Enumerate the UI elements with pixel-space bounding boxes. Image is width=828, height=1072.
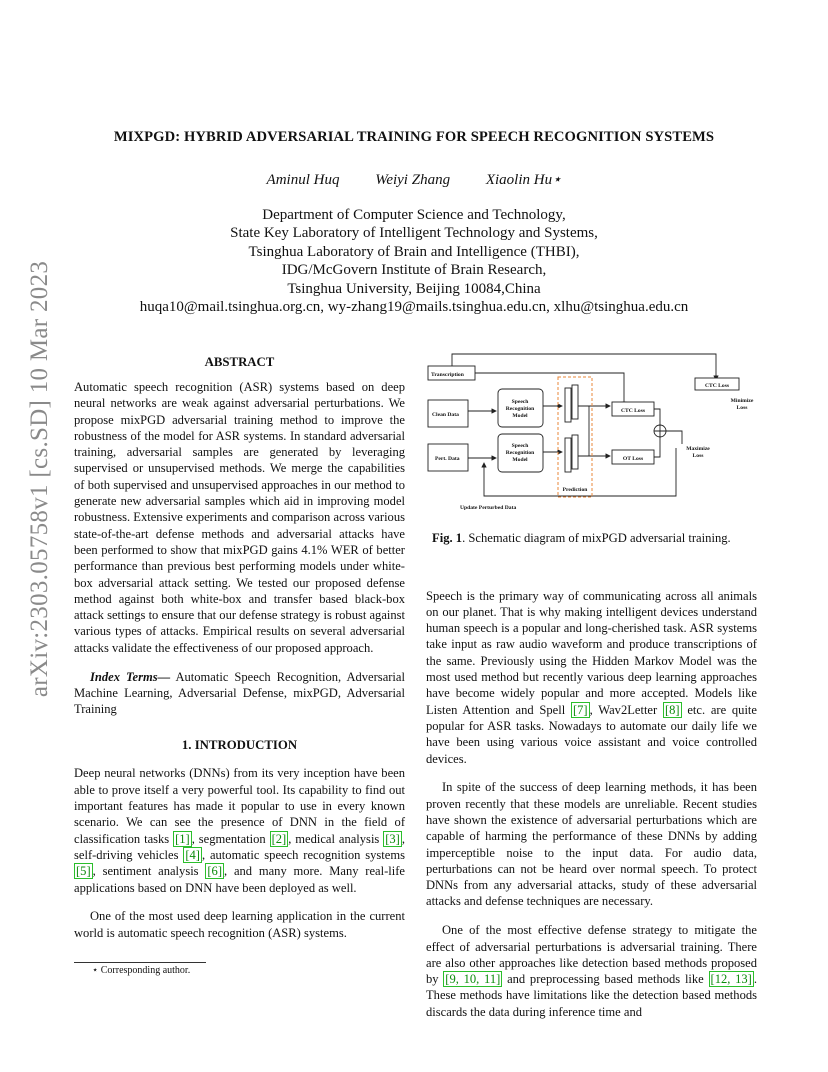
text-run: Speech is the primary way of communicating across all animals on our planet. That is why making intelligent devices understand human speech is a popular and long-cherished task. ASR systems take input as raw audio waveform and produce transcriptions of the same. Previously using the Hidden Markov Model was the most used method but recently various deep learning approaches have become widely popular and more accepted. Models like Listen Attention and Spell <box>426 588 757 717</box>
text-run: , Wav2Letter <box>589 702 663 717</box>
text-run: . These methods have limitations like the detection based methods discards the data during inference time and <box>426 972 757 1019</box>
text-run: and preprocessing based methods like <box>502 972 709 987</box>
text-run: Deep neural networks (DNNs) from its very inception have been able to prove itself a very powerful tool. Its capability to find out important features has made it popular to use in every known scenario. We can see the presence of DNN in the field of classification tasks <box>74 766 405 846</box>
fig-label-update: Update Perturbed Data <box>460 505 517 511</box>
figure-1-caption <box>432 531 731 546</box>
index-terms-text: Automatic Speech Recognition, Adversarial Machine Learning, Adversarial Defense, mixPGD, Adversarial Training <box>74 669 405 717</box>
right-paragraph-2: In spite of the success of deep learning methods, it has been proven recently that these models are unreliable. Recent studies have shown the existence of adversarial perturbations which are capable of harming the performance of these DNNs by adding imperceptible noise to the input data. For audio data, perturbations can not be heard over normal speech. To protect DNNs from any adversarial attacks, study of these adversarial attacks and defense techniques are necessary. <box>426 780 757 909</box>
affiliation-block <box>0 206 828 316</box>
fig-label-model-1: Model <box>512 413 528 419</box>
intro-heading: 1. INTRODUCTION <box>181 738 298 753</box>
author-list <box>0 170 828 189</box>
fig-label-clean-data: Clean Data <box>432 412 459 418</box>
fig-label-transcription: Transcription <box>431 372 464 378</box>
citation-link[interactable]: [3] <box>385 831 400 846</box>
email-line: huqa10@mail.tsinghua.org.cn, wy-zhang19@mails.tsinghua.edu.cn, xlhu@tsinghua.edu.cn <box>139 299 689 316</box>
intro-paragraph-1 <box>74 765 405 895</box>
affiliation-line: IDG/McGovern Institute of Brain Research, <box>281 262 547 279</box>
fig-label-minimize: Minimize <box>730 398 754 404</box>
abstract-heading: ABSTRACT <box>204 355 275 369</box>
fig-label-model-2: Recognition <box>505 450 535 456</box>
fig-label-ot-loss: OT Loss <box>622 456 644 462</box>
paper-title: MIXPGD: HYBRID ADVERSARIAL TRAINING FOR SPEECH RECOGNITION SYSTEMS <box>113 129 715 145</box>
fig-label-prediction: Prediction <box>562 487 588 493</box>
citation-link[interactable]: [6] <box>207 864 223 879</box>
fig-label-ctc-loss: CTC Loss <box>620 408 646 414</box>
figure-1-diagram <box>424 348 760 516</box>
fig-label-model-1: Recognition <box>505 406 535 412</box>
citation-link[interactable]: [8] <box>664 702 680 717</box>
affiliation-line: Department of Computer Science and Technology, <box>262 207 566 223</box>
figure-caption-label: Fig. 1 <box>432 531 463 545</box>
citation-link[interactable]: [2] <box>271 831 287 846</box>
text-run: , and many more. Many real-life applications based on DNN have been deployed as well. <box>74 864 405 895</box>
fig-label-pert-data: Pert. Data <box>435 456 460 462</box>
abstract-text: Automatic speech recognition (ASR) systems based on deep neural networks are weak against adversarial perturbations. We propose mixPGD adversarial training method to improve the robustness of the model for ASR systems. In standard adversarial training, adversarial samples are generated by leveraging supervised or unsupervised methods. We merge the capabilities of both supervised and unsupervised approaches in our method to generate new adversarial samples which aid in improving model robustness. Extensive experiments and comparison across various state-of-the-art defense methods and adversarial attacks have been performed to show that mixPGD gains 4.1% WER of better performance than previous best performing models under white-box adversarial attack setting. We tested our proposed defense method against both white-box and transfer based black-box attack settings to ensure that our defense strategy is robust against various types of attacks. Empirical results on several adversarial attacks validate the effectiveness of our proposed approach. <box>74 380 406 655</box>
figure-caption-text: . Schematic diagram of mixPGD adversarial training. <box>462 531 731 545</box>
fig-label-maximize: Loss <box>692 453 704 459</box>
text-run: , automatic speech recognition systems <box>201 847 405 862</box>
text-run: , medical analysis <box>288 831 384 846</box>
fig-label-model-1: Speech <box>511 399 529 405</box>
text-run: One of the most effective defense strategy to mitigate the effect of adversarial perturbations is adversarial training. There are also other approaches like detection based methods proposed by <box>426 923 757 987</box>
fig-label-ctc-loss-top: CTC Loss <box>704 383 730 389</box>
right-paragraph-3 <box>426 922 757 1020</box>
citation-link[interactable]: [12, 13] <box>710 972 752 987</box>
intro-paragraph-2: One of the most used deep learning application in the current world is automatic speech recognition (ASR) systems. <box>74 909 405 940</box>
left-column <box>74 355 405 954</box>
fig-label-model-2: Speech <box>511 443 529 449</box>
arxiv-stamp-text: arXiv:2303.05758v1 [cs.SD] 10 Mar 2023 <box>26 260 53 698</box>
fig-label-minimize: Loss <box>736 405 748 411</box>
fig-label-maximize: Maximize <box>686 446 710 452</box>
affiliation-line: Tsinghua University, Beijing 10084,China <box>287 280 541 297</box>
author-2: Weiyi Zhang <box>375 172 451 188</box>
citation-link[interactable]: [7] <box>572 702 588 717</box>
right-paragraph-1 <box>426 588 757 767</box>
text-run: , sentiment analysis <box>92 864 206 879</box>
text-run: , self-driving vehicles <box>74 831 405 862</box>
citation-link[interactable]: [4] <box>185 847 200 862</box>
citation-link[interactable]: [1] <box>175 831 190 846</box>
index-terms-label: Index Terms— <box>90 669 171 684</box>
affiliation-line: State Key Laboratory of Intelligent Technology and Systems, <box>230 225 598 242</box>
text-run: , segmentation <box>191 831 270 846</box>
author-1: Aminul Huq <box>266 172 340 188</box>
citation-link[interactable]: [9, 10, 11] <box>445 972 501 987</box>
footnote: ⋆ Corresponding author. <box>92 965 191 976</box>
text-run: etc. are quite popular for ASR tasks. Nowadays to automate our daily life we have been using various voice assistant and voice controlled devices. <box>426 702 757 766</box>
fig-label-model-2: Model <box>512 457 528 463</box>
citation-link[interactable]: [5] <box>76 864 91 879</box>
affiliation-line: Tsinghua Laboratory of Brain and Intelligence (THBI), <box>248 243 580 260</box>
arxiv-stamp <box>22 260 58 698</box>
author-3: Xiaolin Hu⋆ <box>485 172 562 188</box>
index-terms <box>74 669 405 718</box>
footnote-rule <box>74 962 206 963</box>
right-column <box>426 575 757 1033</box>
